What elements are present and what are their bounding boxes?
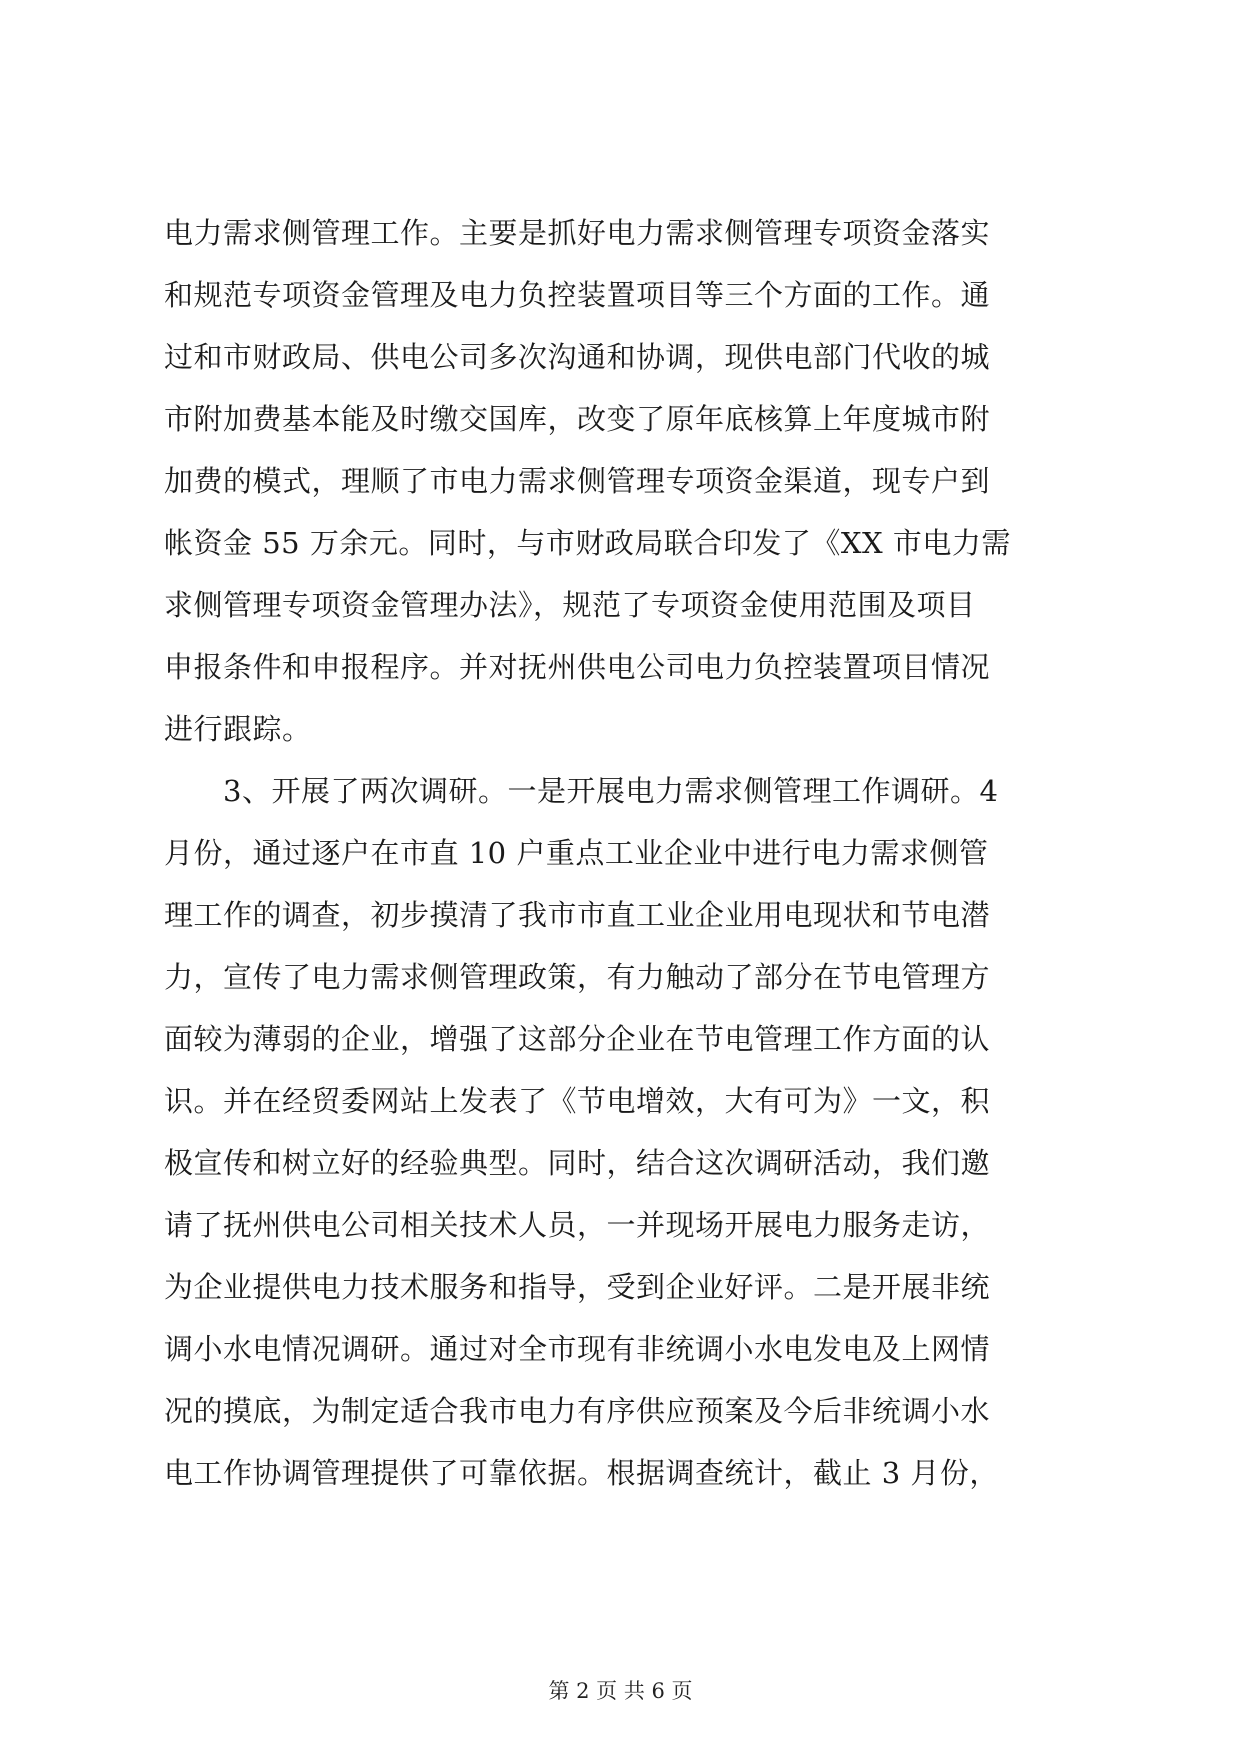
paragraph-start-line: 3、开展了两次调研。一是开展电力需求侧管理工作调研。4: [223, 774, 999, 808]
page-number-footer: 第 2 页 共 6 页: [548, 1679, 693, 1703]
text-line: 请了抚州供电公司相关技术人员，一并现场开展电力服务走访，: [164, 1208, 991, 1242]
text-line: 进行跟踪。: [164, 712, 312, 746]
text-line: 极宣传和树立好的经验典型。同时，结合这次调研活动，我们邀: [164, 1146, 991, 1180]
text-line: 帐资金 55 万余元。同时，与市财政局联合印发了《XX 市电力需: [164, 526, 1011, 560]
text-line: 和规范专项资金管理及电力负控装置项目等三个方面的工作。通: [164, 278, 991, 312]
text-line: 为企业提供电力技术服务和指导，受到企业好评。二是开展非统: [164, 1270, 991, 1304]
text-line: 市附加费基本能及时缴交国库，改变了原年底核算上年度城市附: [164, 402, 991, 436]
text-line: 调小水电情况调研。通过对全市现有非统调小水电发电及上网情: [164, 1332, 991, 1366]
text-line: 申报条件和申报程序。并对抚州供电公司电力负控装置项目情况: [164, 650, 991, 684]
text-line: 识。并在经贸委网站上发表了《节电增效，大有可为》一文，积: [164, 1084, 991, 1118]
document-body: [164, 202, 1084, 1504]
text-line: 理工作的调查，初步摸清了我市市直工业企业用电现状和节电潜: [164, 898, 991, 932]
text-line: 电力需求侧管理工作。主要是抓好电力需求侧管理专项资金落实: [164, 216, 991, 250]
text-line: 求侧管理专项资金管理办法》，规范了专项资金使用范围及项目: [164, 588, 976, 622]
text-line: 过和市财政局、供电公司多次沟通和协调，现供电部门代收的城: [164, 340, 991, 374]
text-line: 力，宣传了电力需求侧管理政策，有力触动了部分在节电管理方: [164, 960, 991, 994]
text-line: 加费的模式，理顺了市电力需求侧管理专项资金渠道，现专户到: [164, 464, 991, 498]
text-line: 面较为薄弱的企业，增强了这部分企业在节电管理工作方面的认: [164, 1022, 991, 1056]
text-line: 况的摸底，为制定适合我市电力有序供应预案及今后非统调小水: [164, 1394, 991, 1428]
text-line: 电工作协调管理提供了可靠依据。根据调查统计，截止 3 月份，: [164, 1456, 999, 1490]
text-line: 月份，通过逐户在市直 10 户重点工业企业中进行电力需求侧管: [164, 836, 989, 870]
